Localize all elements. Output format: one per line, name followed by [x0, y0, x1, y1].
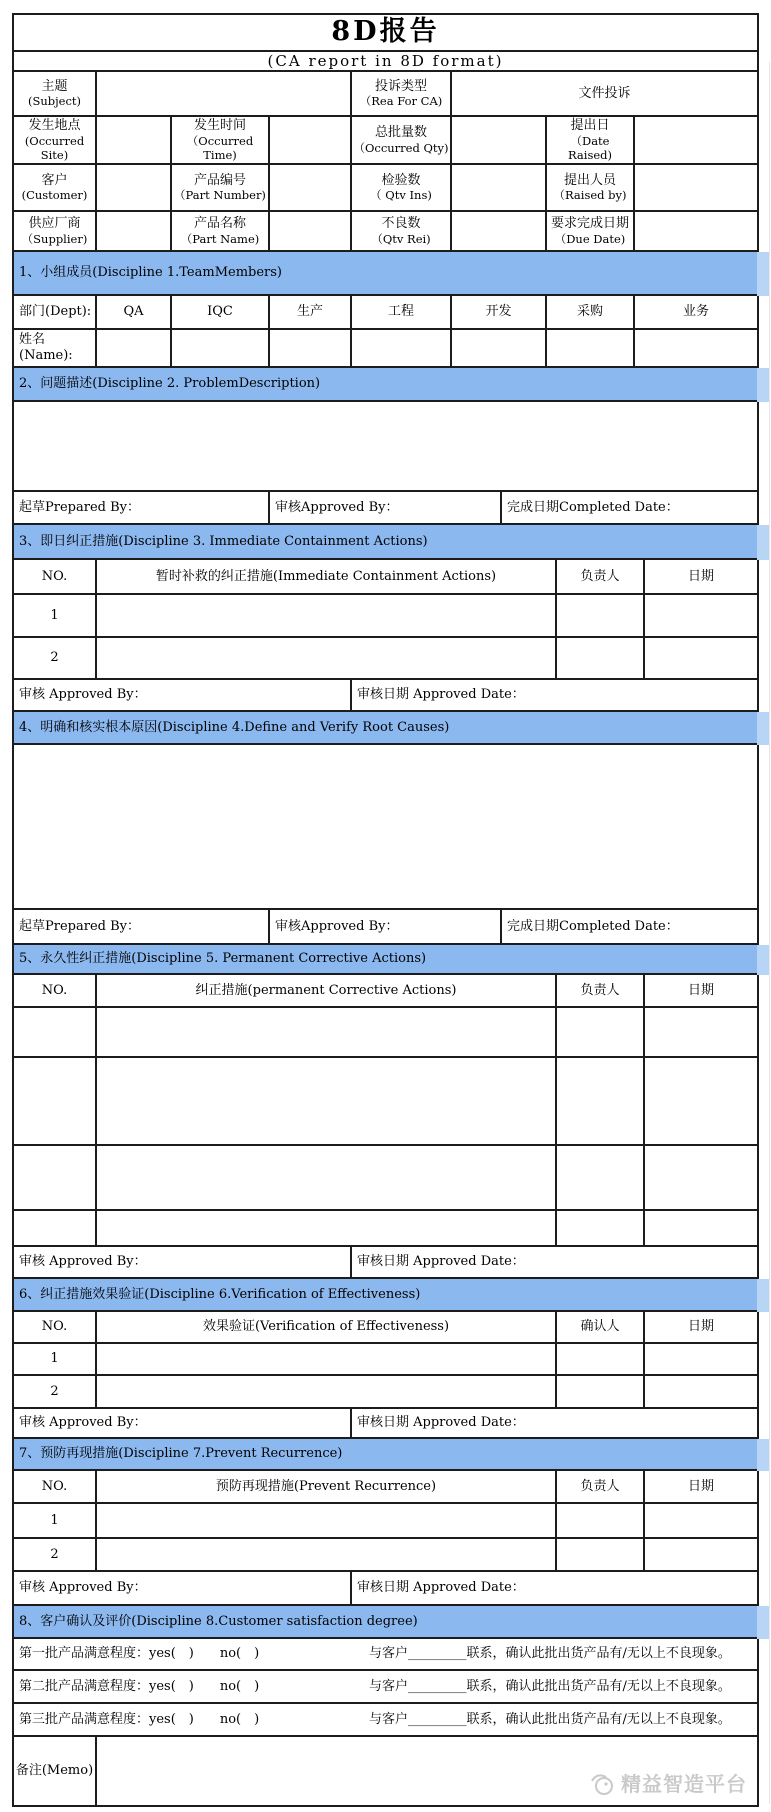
completed-date-field-4[interactable]: 完成日期Completed Date： — [502, 910, 759, 945]
t5-row1-action-input[interactable] — [97, 1008, 557, 1058]
customer-en: (Customer) — [21, 188, 88, 203]
t6-row1-verification-input[interactable] — [97, 1344, 557, 1376]
batch-3-satisfaction-label[interactable]: 第三批产品满意程度：yes( ) no( ) — [19, 1711, 260, 1727]
qty-rej-label — [352, 212, 452, 252]
t7-row1-no: 1 — [14, 1504, 97, 1539]
qty-ins-zh: 检验数 — [381, 172, 421, 188]
t5-col-date: 日期 — [645, 975, 759, 1008]
raised-by-en: （Raised by) — [553, 188, 627, 203]
customer-zh: 客户 — [41, 172, 68, 188]
t3-row2-no: 2 — [14, 638, 97, 680]
part-name-zh: 产品名称 — [193, 216, 246, 232]
t5-row1-owner-input[interactable] — [557, 1008, 645, 1058]
t7-col-date: 日期 — [645, 1471, 759, 1504]
occurred-site-zh: 发生地点 — [28, 118, 81, 134]
approved-by-field-5[interactable]: 审核 Approved By： — [14, 1247, 352, 1279]
t7-row1-prevention-input[interactable] — [97, 1504, 557, 1539]
approved-by-field-1[interactable]: 审核Approved By： — [270, 492, 502, 525]
t3-col-action: 暂时补救的纠正措施(Immediate Containment Actions) — [97, 560, 557, 595]
due-date-en: （Due Date) — [554, 231, 626, 246]
name-input-qa[interactable] — [97, 330, 172, 368]
approved-date-field-5[interactable]: 审核日期 Approved Date： — [352, 1247, 759, 1279]
t6-row1-no: 1 — [14, 1344, 97, 1376]
section-6-header: 6、纠正措施效果验证(Discipline 6.Verification of Effectiveness) — [14, 1279, 759, 1312]
due-date-label — [547, 212, 635, 252]
sheet-gridline — [769, 62, 770, 1804]
complaint-type-zh: 投诉类型 — [374, 78, 427, 94]
t6-col-confirmer: 确认人 — [557, 1312, 645, 1344]
t3-row1-action-input[interactable] — [97, 595, 557, 638]
approved-by-field-6[interactable]: 审核 Approved By： — [14, 1409, 352, 1439]
subject-label — [14, 72, 97, 117]
8d-report-form — [12, 13, 759, 1807]
name-input-production[interactable] — [270, 330, 352, 368]
section-2-header: 2、问题描述(Discipline 2. ProblemDescription) — [14, 368, 759, 402]
t7-row1-owner-input[interactable] — [557, 1504, 645, 1539]
due-date-input[interactable] — [635, 212, 759, 252]
batch-3-contact-text: 与客户_________联系，确认此批出货产品有/无以上不良现象。 — [369, 1711, 731, 1727]
occurred-site-input[interactable] — [97, 117, 172, 165]
dept-iqc: IQC — [172, 296, 270, 330]
name-input-purchasing[interactable] — [547, 330, 635, 368]
approved-by-field-4[interactable]: 审核Approved By： — [270, 910, 502, 945]
problem-description-input[interactable] — [14, 402, 759, 492]
occurred-qty-input[interactable] — [452, 117, 547, 165]
qty-rej-input[interactable] — [452, 212, 547, 252]
t5-col-no: NO. — [14, 975, 97, 1008]
t5-row3-owner-input[interactable] — [557, 1146, 645, 1211]
complaint-type-value[interactable]: 文件投诉 — [452, 72, 759, 117]
date-raised-label — [547, 117, 635, 165]
qty-rej-zh: 不良数 — [381, 216, 421, 232]
occurred-site-en: (Occurred Site) — [24, 133, 85, 162]
occurred-qty-zh: 总批量数 — [374, 125, 427, 141]
watermark-logo-icon — [590, 1771, 616, 1797]
occurred-site-label — [14, 117, 97, 165]
date-raised-input[interactable] — [635, 117, 759, 165]
t6-col-verification: 效果验证(Verification of Effectiveness) — [97, 1312, 557, 1344]
watermark-text: 精益智造平台 — [621, 1771, 747, 1796]
t7-col-owner: 负责人 — [557, 1471, 645, 1504]
supplier-en: （Supplier) — [21, 231, 88, 246]
raised-by-zh: 提出人员 — [563, 172, 616, 188]
approved-by-field-3[interactable]: 审核 Approved By： — [14, 680, 352, 712]
watermark — [590, 1771, 747, 1797]
t3-col-owner: 负责人 — [557, 560, 645, 595]
t5-row3-no-input[interactable] — [14, 1146, 97, 1211]
section-1-header: 1、小组成员(Discipline 1.TeamMembers) — [14, 252, 759, 296]
completed-date-field-1[interactable]: 完成日期Completed Date： — [502, 492, 759, 525]
occurred-time-input[interactable] — [270, 117, 352, 165]
approved-by-field-7[interactable]: 审核 Approved By： — [14, 1572, 352, 1606]
t7-row2-no: 2 — [14, 1539, 97, 1572]
batch-2-contact-text: 与客户_________联系，确认此批出货产品有/无以上不良现象。 — [369, 1678, 731, 1694]
dept-purchasing: 采购 — [547, 296, 635, 330]
batch-3-row[interactable] — [14, 1704, 759, 1737]
memo-label: 备注(Memo) — [14, 1737, 97, 1807]
t6-row1-confirmer-input[interactable] — [557, 1344, 645, 1376]
t7-row2-prevention-input[interactable] — [97, 1539, 557, 1572]
complaint-type-en: （Rea For CA) — [359, 94, 443, 109]
approved-date-field-6[interactable]: 审核日期 Approved Date： — [352, 1409, 759, 1439]
part-number-en: （Part Number) — [174, 188, 266, 203]
approved-date-field-7[interactable]: 审核日期 Approved Date： — [352, 1572, 759, 1606]
name-input-development[interactable] — [452, 330, 547, 368]
qty-ins-label — [352, 165, 452, 212]
section-4-header: 4、明确和核实根本原因(Discipline 4.Define and Verify Root Causes) — [14, 712, 759, 745]
t5-row3-date-input[interactable] — [645, 1146, 759, 1211]
t3-row2-date-input[interactable] — [645, 638, 759, 680]
t7-row2-date-input[interactable] — [645, 1539, 759, 1572]
t5-row1-date-input[interactable] — [645, 1008, 759, 1058]
t5-row2-no-input[interactable] — [14, 1058, 97, 1146]
dept-production: 生产 — [270, 296, 352, 330]
t6-row2-verification-input[interactable] — [97, 1376, 557, 1409]
t6-row1-date-input[interactable] — [645, 1344, 759, 1376]
dept-qa: QA — [97, 296, 172, 330]
qty-ins-en: （ Qtv Ins) — [370, 188, 432, 203]
memo-input[interactable] — [97, 1737, 759, 1807]
occurred-qty-en: （Occurred Qty) — [353, 140, 449, 155]
part-number-zh: 产品编号 — [193, 172, 246, 188]
section-7-header: 7、预防再现措施(Discipline 7.Prevent Recurrence) — [14, 1439, 759, 1471]
t5-row2-action-input[interactable] — [97, 1058, 557, 1146]
t3-row2-action-input[interactable] — [97, 638, 557, 680]
root-cause-input[interactable] — [14, 745, 759, 910]
t3-col-date: 日期 — [645, 560, 759, 595]
batch-2-satisfaction-label[interactable]: 第二批产品满意程度：yes( ) no( ) — [19, 1678, 260, 1694]
part-name-label — [172, 212, 270, 252]
date-raised-zh: 提出日 — [570, 118, 610, 134]
t3-row1-owner-input[interactable] — [557, 595, 645, 638]
name-input-engineering[interactable] — [352, 330, 452, 368]
prepared-by-field-4[interactable]: 起草Prepared By： — [14, 910, 270, 945]
part-name-en: （Part Name) — [180, 231, 260, 246]
t5-row2-date-input[interactable] — [645, 1058, 759, 1146]
t5-row4-date-input[interactable] — [645, 1211, 759, 1247]
subject-input[interactable] — [97, 72, 352, 117]
supplier-zh: 供应厂商 — [28, 216, 81, 232]
t5-row4-no-input[interactable] — [14, 1211, 97, 1247]
t5-row2-owner-input[interactable] — [557, 1058, 645, 1146]
part-number-label — [172, 165, 270, 212]
occurred-time-label — [172, 117, 270, 165]
t5-row4-owner-input[interactable] — [557, 1211, 645, 1247]
t3-col-no: NO. — [14, 560, 97, 595]
approved-date-field-3[interactable]: 审核日期 Approved Date： — [352, 680, 759, 712]
batch-1-contact-text: 与客户_________联系，确认此批出货产品有/无以上不良现象。 — [369, 1646, 731, 1662]
t6-row2-no: 2 — [14, 1376, 97, 1409]
qty-rej-en: （Qtv Rei) — [371, 231, 431, 246]
section-5-header: 5、永久性纠正措施(Discipline 5. Permanent Corrective Actions) — [14, 945, 759, 975]
t5-row3-action-input[interactable] — [97, 1146, 557, 1211]
occurred-time-zh: 发生时间 — [193, 118, 246, 134]
t5-row1-no-input[interactable] — [14, 1008, 97, 1058]
section-3-header: 3、即日纠正措施(Discipline 3. Immediate Containment Actions) — [14, 525, 759, 560]
t6-col-date: 日期 — [645, 1312, 759, 1344]
batch-2-row[interactable] — [14, 1671, 759, 1704]
t6-row2-confirmer-input[interactable] — [557, 1376, 645, 1409]
dept-business: 业务 — [635, 296, 759, 330]
report-subtitle: (CA report in 8D format) — [14, 52, 759, 72]
batch-1-satisfaction-label[interactable]: 第一批产品满意程度：yes( ) no( ) — [19, 1646, 260, 1662]
dept-engineering: 工程 — [352, 296, 452, 330]
report-title: 8D报告 — [14, 15, 759, 52]
t5-col-owner: 负责人 — [557, 975, 645, 1008]
t3-row1-no: 1 — [14, 595, 97, 638]
complaint-type-label — [352, 72, 452, 117]
t7-row1-date-input[interactable] — [645, 1504, 759, 1539]
t5-col-action: 纠正措施(permanent Corrective Actions) — [97, 975, 557, 1008]
name-row-label: 姓名(Name): — [14, 330, 97, 368]
customer-label — [14, 165, 97, 212]
dept-row-label: 部门(Dept): — [14, 296, 97, 330]
t7-col-prevention: 预防再现措施(Prevent Recurrence) — [97, 1471, 557, 1504]
t6-row2-date-input[interactable] — [645, 1376, 759, 1409]
part-name-input[interactable] — [270, 212, 352, 252]
part-number-input[interactable] — [270, 165, 352, 212]
supplier-label — [14, 212, 97, 252]
t6-col-no: NO. — [14, 1312, 97, 1344]
batch-1-row[interactable] — [14, 1639, 759, 1671]
qty-ins-input[interactable] — [452, 165, 547, 212]
date-raised-en: （Date Raised) — [567, 133, 612, 162]
section-8-header: 8、客户确认及评价(Discipline 8.Customer satisfaction degree) — [14, 1606, 759, 1639]
occurred-time-en: （Occurred Time) — [186, 133, 254, 162]
t3-row1-date-input[interactable] — [645, 595, 759, 638]
name-input-business[interactable] — [635, 330, 759, 368]
name-input-iqc[interactable] — [172, 330, 270, 368]
subject-label-en: (Subject) — [27, 94, 82, 109]
supplier-input[interactable] — [97, 212, 172, 252]
customer-input[interactable] — [97, 165, 172, 212]
raised-by-label — [547, 165, 635, 212]
t7-row2-owner-input[interactable] — [557, 1539, 645, 1572]
subject-label-zh: 主题 — [41, 78, 68, 94]
raised-by-input[interactable] — [635, 165, 759, 212]
occurred-qty-label — [352, 117, 452, 165]
t3-row2-owner-input[interactable] — [557, 638, 645, 680]
t7-col-no: NO. — [14, 1471, 97, 1504]
due-date-zh: 要求完成日期 — [550, 216, 629, 232]
dept-development: 开发 — [452, 296, 547, 330]
prepared-by-field-1[interactable]: 起草Prepared By： — [14, 492, 270, 525]
t5-row4-action-input[interactable] — [97, 1211, 557, 1247]
